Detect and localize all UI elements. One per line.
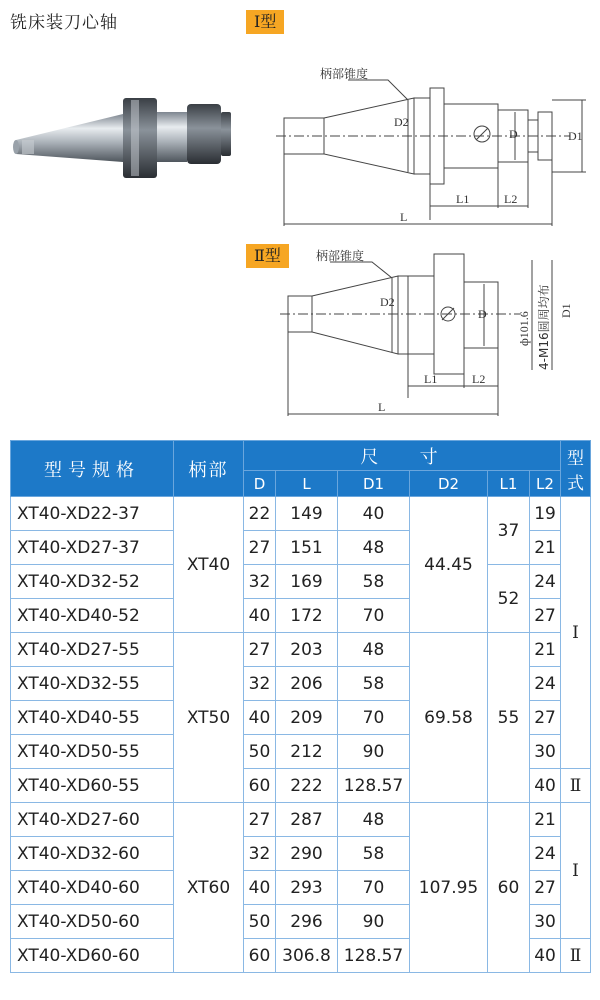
type2-dim-l: L [378, 400, 386, 414]
page-title: 铣床装刀心轴 [10, 13, 118, 33]
cell-l2: 21 [530, 633, 561, 667]
cell-d1: 58 [338, 837, 410, 871]
type1-dim-l1: L1 [456, 192, 470, 206]
type2-dim-l2: L2 [472, 372, 486, 386]
cell-d1: 70 [338, 701, 410, 735]
cell-l2: 24 [530, 565, 561, 599]
cell-d: 40 [244, 599, 276, 633]
type1-dim-d1: D1 [568, 129, 583, 143]
cell-d: 60 [244, 939, 276, 973]
cell-model: XT40-XD27-55 [11, 633, 174, 667]
table-row [11, 803, 591, 837]
cell-l2: 30 [530, 905, 561, 939]
type2-taper-label: 柄部锥度 [316, 249, 365, 263]
cell-l1: 52 [488, 565, 530, 633]
cell-model: XT40-XD27-60 [11, 803, 174, 837]
header-dims: 尺 寸 [244, 441, 561, 471]
cell-d1: 90 [338, 905, 410, 939]
cell-d2: 69.58 [410, 633, 488, 803]
type2-dim-l1: L1 [424, 372, 438, 386]
cell-d: 27 [244, 633, 276, 667]
cell-d: 32 [244, 667, 276, 701]
cell-d: 27 [244, 531, 276, 565]
table-row [11, 633, 591, 667]
cell-l: 287 [276, 803, 338, 837]
cell-d1: 48 [338, 633, 410, 667]
header-d1: D1 [338, 471, 410, 497]
cell-l: 209 [276, 701, 338, 735]
cell-l1: 55 [488, 633, 530, 803]
cell-d: 32 [244, 837, 276, 871]
cell-d2: 44.45 [410, 497, 488, 633]
cell-type: Ⅰ [561, 803, 591, 939]
cell-type: Ⅰ [561, 497, 591, 769]
cell-d1: 58 [338, 565, 410, 599]
header-shank: 柄部 [174, 441, 244, 497]
type2-dim-d: D [478, 307, 487, 321]
cell-model: XT40-XD22-37 [11, 497, 174, 531]
type1-dim-d2: D2 [394, 115, 409, 129]
header-l2: L2 [530, 471, 561, 497]
cell-model: XT40-XD40-52 [11, 599, 174, 633]
cell-model: XT40-XD50-55 [11, 735, 174, 769]
cell-l: 169 [276, 565, 338, 599]
cell-model: XT40-XD50-60 [11, 905, 174, 939]
cell-l1: 60 [488, 803, 530, 973]
type1-badge: Ⅰ型 [246, 10, 284, 34]
cell-l: 293 [276, 871, 338, 905]
cell-l2: 27 [530, 701, 561, 735]
type1-dim-l2: L2 [504, 192, 518, 206]
type2-side-label: 4-M16圆周均布 [537, 284, 551, 370]
cell-model: XT40-XD32-55 [11, 667, 174, 701]
arbor-photo [8, 78, 238, 188]
cell-l: 306.8 [276, 939, 338, 973]
cell-model: XT40-XD32-60 [11, 837, 174, 871]
cell-d: 50 [244, 735, 276, 769]
cell-model: XT40-XD40-55 [11, 701, 174, 735]
cell-d1: 90 [338, 735, 410, 769]
cell-l2: 21 [530, 803, 561, 837]
type1-dim-d: D [509, 127, 518, 141]
cell-d: 50 [244, 905, 276, 939]
type2-badge: Ⅱ型 [246, 244, 289, 268]
table-row [11, 565, 591, 599]
cell-type: Ⅱ [561, 939, 591, 973]
cell-l2: 27 [530, 599, 561, 633]
type1-taper-label: 柄部锥度 [320, 67, 369, 81]
cell-d: 22 [244, 497, 276, 531]
cell-l2: 40 [530, 769, 561, 803]
cell-l: 203 [276, 633, 338, 667]
cell-l: 206 [276, 667, 338, 701]
header-l: L [276, 471, 338, 497]
cell-model: XT40-XD60-60 [11, 939, 174, 973]
type2-dim-d1: D1 [559, 303, 573, 318]
type2-dim-d2: D2 [380, 295, 395, 309]
cell-l2: 30 [530, 735, 561, 769]
cell-l2: 19 [530, 497, 561, 531]
cell-l: 212 [276, 735, 338, 769]
cell-l: 151 [276, 531, 338, 565]
header-model: 型号规格 [11, 441, 174, 497]
cell-d1: 70 [338, 599, 410, 633]
cell-shank: XT60 [174, 803, 244, 973]
cell-l2: 21 [530, 531, 561, 565]
cell-shank: XT40 [174, 497, 244, 633]
header-l1: L1 [488, 471, 530, 497]
cell-d: 40 [244, 701, 276, 735]
cell-d1: 48 [338, 531, 410, 565]
header-d2: D2 [410, 471, 488, 497]
cell-d1: 48 [338, 803, 410, 837]
cell-d1: 70 [338, 871, 410, 905]
cell-d: 32 [244, 565, 276, 599]
cell-l: 172 [276, 599, 338, 633]
cell-model: XT40-XD40-60 [11, 871, 174, 905]
cell-d: 27 [244, 803, 276, 837]
cell-shank: XT50 [174, 633, 244, 803]
cell-d2: 107.95 [410, 803, 488, 973]
table-row [11, 497, 591, 531]
cell-d1: 128.57 [338, 769, 410, 803]
cell-d1: 40 [338, 497, 410, 531]
cell-model: XT40-XD27-37 [11, 531, 174, 565]
header-d: D [244, 471, 276, 497]
cell-model: XT40-XD60-55 [11, 769, 174, 803]
cell-l: 222 [276, 769, 338, 803]
type2-drawing [270, 248, 595, 423]
cell-l: 296 [276, 905, 338, 939]
cell-l: 290 [276, 837, 338, 871]
type1-drawing [270, 60, 595, 235]
cell-l: 149 [276, 497, 338, 531]
cell-l1: 37 [488, 497, 530, 565]
cell-d1: 58 [338, 667, 410, 701]
cell-model: XT40-XD32-52 [11, 565, 174, 599]
spec-table [10, 440, 591, 973]
cell-d1: 128.57 [338, 939, 410, 973]
header-type: 型式 [561, 441, 591, 497]
cell-l2: 24 [530, 837, 561, 871]
cell-l2: 27 [530, 871, 561, 905]
type1-dim-l: L [400, 210, 408, 224]
cell-l2: 24 [530, 667, 561, 701]
cell-type: Ⅱ [561, 769, 591, 803]
cell-d: 60 [244, 769, 276, 803]
cell-d: 40 [244, 871, 276, 905]
cell-l2: 40 [530, 939, 561, 973]
type2-phi-label: ф101.6 [517, 311, 531, 346]
